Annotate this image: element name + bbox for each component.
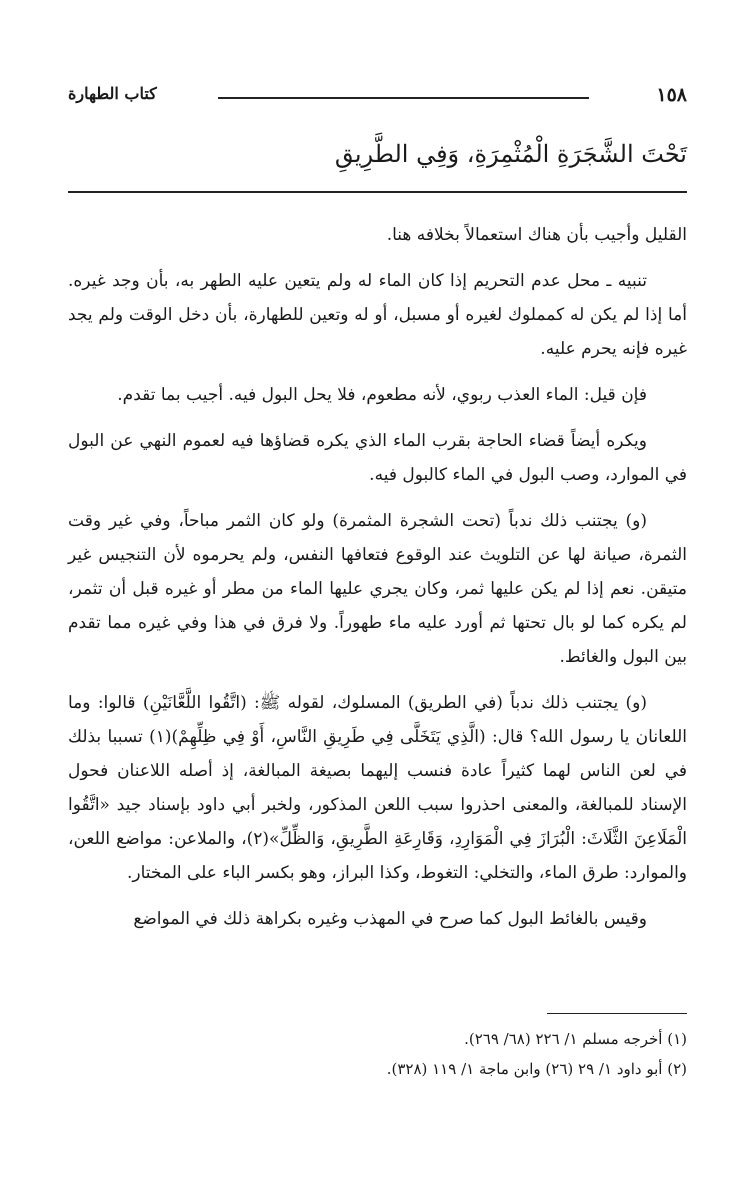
book-title: كتاب الطهارة: [68, 84, 157, 103]
matn-rule: [68, 191, 687, 193]
matn-text: تَحْتَ الشَّجَرَةِ الْمُثْمِرَةِ، وَفِي الطَّرِيقِ: [334, 140, 687, 168]
page-number: ١٥٨: [656, 84, 687, 106]
footnote-2: (٢) أبو داود ١/ ٢٩ (٢٦) وابن ماجة ١/ ١١٩ (٣٢٨).: [386, 1060, 687, 1078]
footnote-rule: [547, 1013, 687, 1014]
paragraph: فإن قيل: الماء العذب ربوي، لأنه مطعوم، فلا يحل البول فيه. أجيب بما تقدم.: [117, 385, 647, 405]
paragraph: تنبيه ـ محل عدم التحريم إذا كان الماء له ولم يتعين عليه الطهر به، بأن وجد غيره. أما إذا لم يكن له كمملوك لغيره أو مسبل، أو له وتعين للطهارة، بأن دخل الوقت ولم يجد غيره فإنه يحرم عليه.: [68, 271, 687, 359]
paragraph: القليل وأجيب بأن هناك استعمالاً بخلافه هنا.: [386, 225, 687, 245]
paragraph: (و) يجتنب ذلك ندباً (في الطريق) المسلوك، لقوله ﷺ: (اتَّقُوا اللَّعَّانَيْنِ) قالوا: وما اللعانان يا رسول الله؟ قال: (الَّذِي يَتَخَلَّى فِي طَرِيقِ النَّاسِ، أَوْ فِي ظِلِّهِمْ)(١) تسببا بذلك في لعن الناس لهما كثيراً عادة فنسب إليهما بصيغة المبالغة، إذ أصله اللاعنان فحول الإسناد للمبالغة، والمعنى احذروا سبب اللعن المذكور، ولخبر أبي داود بإسناد جيد «اتَّقُوا الْمَلَاعِنَ الثَّلَاثَ: الْبُرَازَ فِي الْمَوَارِدِ، وَقَارِعَةِ الطَّرِيقِ، وَالظِّلِّ»(٢)، والملاعن: مواضع اللعن، والموارد: طرق الماء، والتخلي: التغوط، وكذا البراز، وهو بكسر الباء على المختار.: [68, 693, 687, 883]
paragraph: ويكره أيضاً قضاء الحاجة بقرب الماء الذي يكره قضاؤها فيه لعموم النهي عن البول في الموارد، وصب البول في الماء كالبول فيه.: [68, 431, 687, 485]
paragraph: (و) يجتنب ذلك ندباً (تحت الشجرة المثمرة) ولو كان الثمر مباحاً، وفي غير وقت الثمرة، صيانة لها عن التلويث عند الوقوع فتعافها النفس، ولم يحرموه لأن التنجيس غير متيقن. نعم إذا لم يكن عليها ثمر، وكان يجري عليها الماء من مطر أو غيره قبل أن تثمر، لم يكره كما لو بال تحتها ثم أورد عليه ماء طهوراً. ولا فرق في هذا وفي غيره مما تقدم بين البول والغائط.: [68, 511, 687, 667]
paragraph: وقيس بالغائط البول كما صرح في المهذب وغيره بكراهة ذلك في المواضع: [133, 909, 647, 929]
page-header: [68, 84, 687, 110]
footnotes: [68, 1024, 687, 1084]
header-rule: [218, 97, 589, 99]
footnote-1: (١) أخرجه مسلم ١/ ٢٢٦ (٦٨/ ٢٦٩).: [464, 1030, 687, 1048]
commentary-body: [68, 218, 687, 948]
